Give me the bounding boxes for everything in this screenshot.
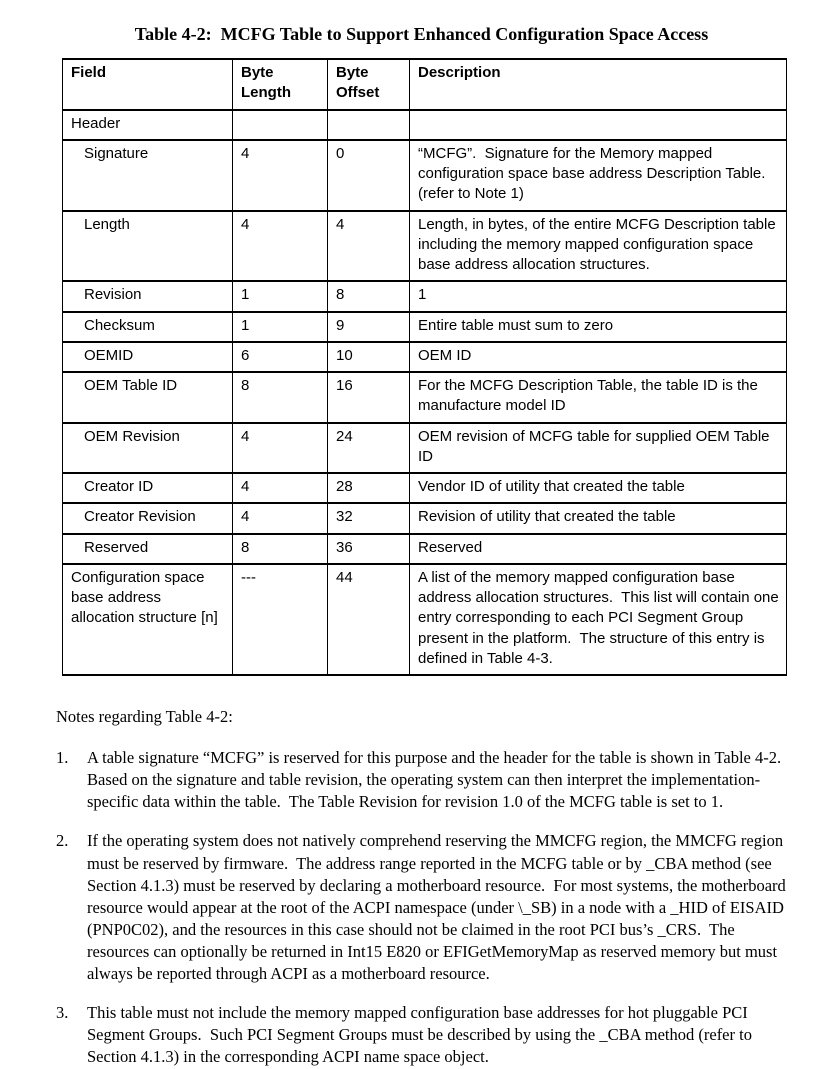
cell-field: Revision bbox=[63, 281, 233, 311]
table-row-header bbox=[63, 110, 787, 140]
cell-field: OEM Revision bbox=[63, 423, 233, 474]
cell-byte-length bbox=[233, 110, 328, 140]
note-item-1 bbox=[56, 747, 790, 813]
cell-description: Reserved bbox=[410, 534, 787, 564]
column-header-byte-length: Byte Length bbox=[233, 59, 328, 110]
note-item-3 bbox=[56, 1002, 786, 1068]
cell-byte-offset: 9 bbox=[328, 312, 410, 342]
table-row-checksum bbox=[63, 312, 787, 342]
note-number: 3. bbox=[56, 1003, 69, 1023]
cell-field: Checksum bbox=[63, 312, 233, 342]
cell-byte-length: 4 bbox=[233, 473, 328, 503]
note-text: If the operating system does not natively comprehend reserving the MMCFG region, the MMCFG region must be reserved by firmware. The address range reported in the MCFG table or by _CBA method (see Section 4.1.3) must be reserved by declaring a motherboard resource. For most systems, the motherboard resource would appear at the root of the ACPI namespace (under \_SB) in a node with a _HID of EISAID (PNP0C02), and the resources in this case should not be claimed in the root PCI bus’s _CRS. The resources can optionally be returned in Int15 E820 or EFIGetMemoryMap as reserved memory but must always be reported through ACPI as a motherboard resource. bbox=[87, 831, 790, 984]
cell-description: Revision of utility that created the table bbox=[410, 503, 787, 533]
column-header-byte-offset: Byte Offset bbox=[328, 59, 410, 110]
cell-description: Vendor ID of utility that created the table bbox=[410, 473, 787, 503]
table-header-row bbox=[63, 59, 787, 110]
cell-description: OEM revision of MCFG table for supplied OEM Table ID bbox=[410, 423, 787, 474]
cell-byte-length: 6 bbox=[233, 342, 328, 372]
table-row-oemid bbox=[63, 342, 787, 372]
cell-field: Length bbox=[63, 211, 233, 282]
table-row-signature bbox=[63, 140, 787, 211]
cell-byte-length: 1 bbox=[233, 312, 328, 342]
table-row-creator-id bbox=[63, 473, 787, 503]
cell-byte-length: 4 bbox=[233, 423, 328, 474]
cell-description: 1 bbox=[410, 281, 787, 311]
note-text: A table signature “MCFG” is reserved for this purpose and the header for the table is shown in Table 4-2. Based on the signature and table revision, the operating system can then interpret the implementation-specific data within the table. The Table Revision for revision 1.0 of the MCFG table is set to 1. bbox=[87, 748, 790, 812]
cell-byte-offset: 32 bbox=[328, 503, 410, 533]
cell-field: Configuration space base address allocation structure [n] bbox=[63, 564, 233, 675]
note-text: This table must not include the memory mapped configuration base addresses for hot pluggable PCI Segment Groups. Such PCI Segment Groups must be described by using the _CBA method (refer to Section 4.1.3) in the corresponding ACPI name space object. bbox=[87, 1003, 757, 1067]
cell-field: Creator Revision bbox=[63, 503, 233, 533]
notes-heading: Notes regarding Table 4-2: bbox=[56, 707, 233, 726]
cell-byte-length: 4 bbox=[233, 140, 328, 211]
cell-description: OEM ID bbox=[410, 342, 787, 372]
cell-byte-offset: 36 bbox=[328, 534, 410, 564]
cell-description: For the MCFG Description Table, the table ID is the manufacture model ID bbox=[410, 372, 787, 423]
cell-byte-offset: 28 bbox=[328, 473, 410, 503]
cell-byte-length: 8 bbox=[233, 534, 328, 564]
table-row-config-space-structure bbox=[63, 564, 787, 675]
note-number: 1. bbox=[56, 748, 69, 768]
notes-section bbox=[56, 706, 790, 1069]
mcfg-table bbox=[62, 58, 787, 676]
table-row-oem-table-id bbox=[63, 372, 787, 423]
cell-description: A list of the memory mapped configuration base address allocation structures. This list will contain one entry corresponding to each PCI Segment Group present in the platform. The structure of this entry is defined in Table 4-3. bbox=[410, 564, 787, 675]
cell-byte-length: 4 bbox=[233, 503, 328, 533]
cell-field: Header bbox=[63, 110, 233, 140]
column-header-field: Field bbox=[63, 59, 233, 110]
cell-byte-offset bbox=[328, 110, 410, 140]
cell-byte-length: 4 bbox=[233, 211, 328, 282]
note-item-2 bbox=[56, 830, 790, 985]
cell-description: “MCFG”. Signature for the Memory mapped configuration space base address Description Table. (refer to Note 1) bbox=[410, 140, 787, 211]
cell-description: Entire table must sum to zero bbox=[410, 312, 787, 342]
cell-byte-offset: 4 bbox=[328, 211, 410, 282]
table-caption: Table 4-2: MCFG Table to Support Enhanced Configuration Space Access bbox=[134, 24, 709, 44]
cell-byte-offset: 8 bbox=[328, 281, 410, 311]
table-row-creator-revision bbox=[63, 503, 787, 533]
cell-byte-offset: 24 bbox=[328, 423, 410, 474]
cell-byte-length: 8 bbox=[233, 372, 328, 423]
table-row-reserved bbox=[63, 534, 787, 564]
cell-description: Length, in bytes, of the entire MCFG Description table including the memory mapped configuration space base address allocation structures. bbox=[410, 211, 787, 282]
cell-byte-offset: 16 bbox=[328, 372, 410, 423]
cell-field: Reserved bbox=[63, 534, 233, 564]
cell-field: Creator ID bbox=[63, 473, 233, 503]
cell-field: OEMID bbox=[63, 342, 233, 372]
cell-byte-offset: 10 bbox=[328, 342, 410, 372]
cell-field: Signature bbox=[63, 140, 233, 211]
table-row-length bbox=[63, 211, 787, 282]
cell-byte-offset: 44 bbox=[328, 564, 410, 675]
table-row-oem-revision bbox=[63, 423, 787, 474]
cell-byte-offset: 0 bbox=[328, 140, 410, 211]
note-number: 2. bbox=[56, 831, 69, 851]
cell-field: OEM Table ID bbox=[63, 372, 233, 423]
cell-description bbox=[410, 110, 787, 140]
cell-byte-length: --- bbox=[233, 564, 328, 675]
cell-byte-length: 1 bbox=[233, 281, 328, 311]
table-row-revision bbox=[63, 281, 787, 311]
column-header-description: Description bbox=[410, 59, 787, 110]
